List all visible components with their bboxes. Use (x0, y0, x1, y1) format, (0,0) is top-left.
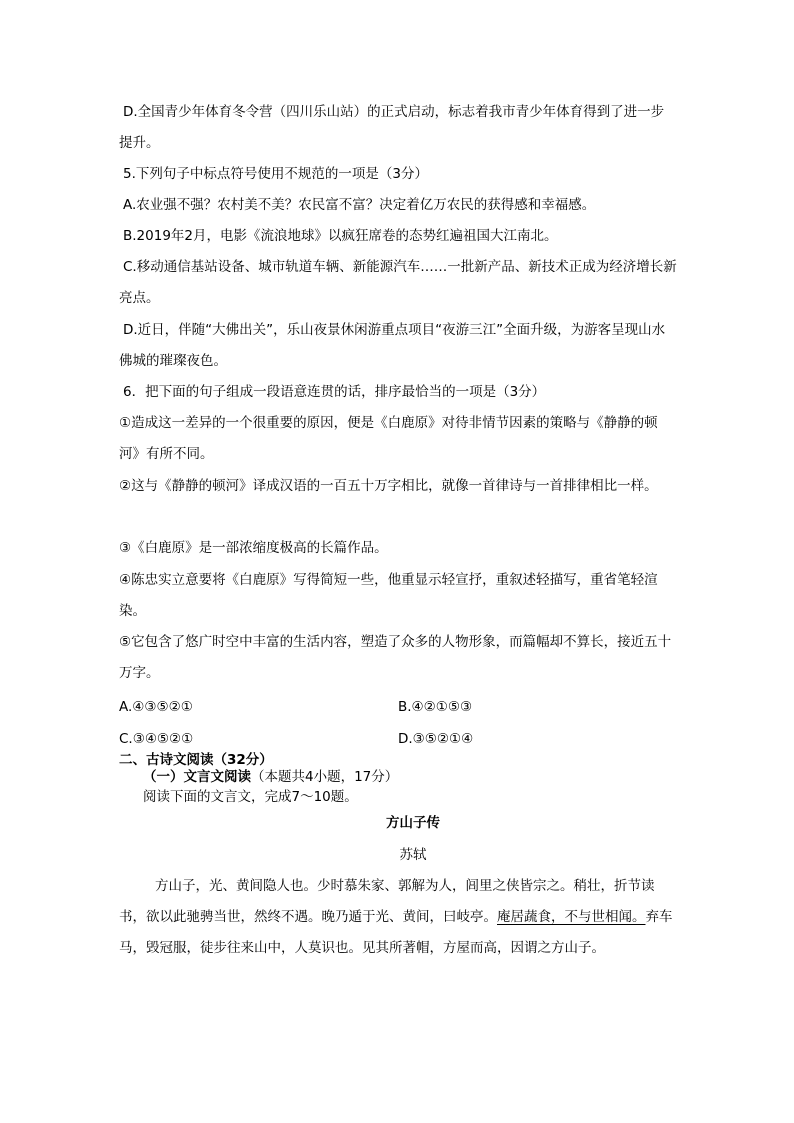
passage-text-continued: 弃车马，毁冠服，徒步往来山中，人莫识也。见其所著帽，方屋而高，因谓之方山子。 (119, 909, 673, 956)
section-heading: 二、古诗文阅读（32分） (119, 752, 273, 768)
q5-option-c: C.移动通信基站设备、城市轨道车辆、新能源汽车……一批新产品、新技术正成为经济增长新亮点。 (119, 259, 677, 306)
passage-title: 方山子传 (386, 815, 440, 831)
subsection-heading (143, 767, 398, 787)
q5-option-d: D.近日，伴随“大佛出关”，乐山夜景休闲游重点项目“夜游三江”全面升级，为游客呈现山水佛城的璀璨夜色。 (119, 322, 666, 369)
instruction: 阅读下面的文言文，完成7～10题。 (143, 789, 358, 805)
q4-option-d: D.全国青少年体育冬令营（四川乐山站）的正式启动，标志着我市青少年体育得到了进一步提升。 (119, 104, 665, 151)
q6-sentence-3: ③《白鹿原》是一部浓缩度极高的长篇作品。 (119, 540, 388, 556)
passage-author: 苏轼 (399, 847, 427, 863)
passage-underlined-sentence: 庵居蔬食，不与世相闻。 (497, 909, 646, 925)
q6-option-a: A.④③⑤②① (119, 699, 193, 715)
q5-option-b: B.2019年2月，电影《流浪地球》以疯狂席卷的态势红遍祖国大江南北。 (123, 228, 558, 244)
passage-text: 方山子，光、黄间隐人也。少时慕朱家、郭解为人，闾里之侠皆宗之。稍壮，折节读书，欲以此驰骋当世，然终不遇。晚乃遁于光、黄间，曰岐亭。 (119, 878, 655, 925)
q6-option-d: D.③⑤②①④ (398, 731, 474, 747)
subsection-note: （本题共4小题，17分） (251, 769, 399, 785)
q6-option-c: C.③④⑤②① (119, 731, 194, 747)
q6-sentence-5: ⑤它包含了悠广时空中丰富的生活内容，塑造了众多的人物形象，而篇幅却不算长，接近五十万字。 (119, 634, 672, 681)
q6-option-b: B.④②①⑤③ (398, 699, 473, 715)
passage-paragraph (119, 871, 677, 964)
q6-sentence-2: ②这与《静静的顿河》译成汉语的一百五十万字相比，就像一首律诗与一首排律相比一样。 (119, 478, 658, 494)
q6-sentence-4: ④陈忠实立意要将《白鹿原》写得简短一些，他重显示轻宣抒，重叙述轻描写，重省笔轻渲染。 (119, 572, 658, 619)
q6-sentence-1: ①造成这一差异的一个很重要的原因，便是《白鹿原》对待非情节因素的策略与《静静的顿河》有所不同。 (119, 415, 658, 462)
q6-stem: 6．把下面的句子组成一段语意连贯的话，排序最恰当的一项是（3分） (123, 384, 546, 400)
q5-stem: 5.下列句子中标点符号使用不规范的一项是（3分） (123, 166, 428, 182)
q5-option-a: A.农业强不强？农村美不美？农民富不富？决定着亿万农民的获得感和幸福感。 (123, 197, 596, 213)
subsection-title: （一）文言文阅读 (143, 769, 251, 785)
